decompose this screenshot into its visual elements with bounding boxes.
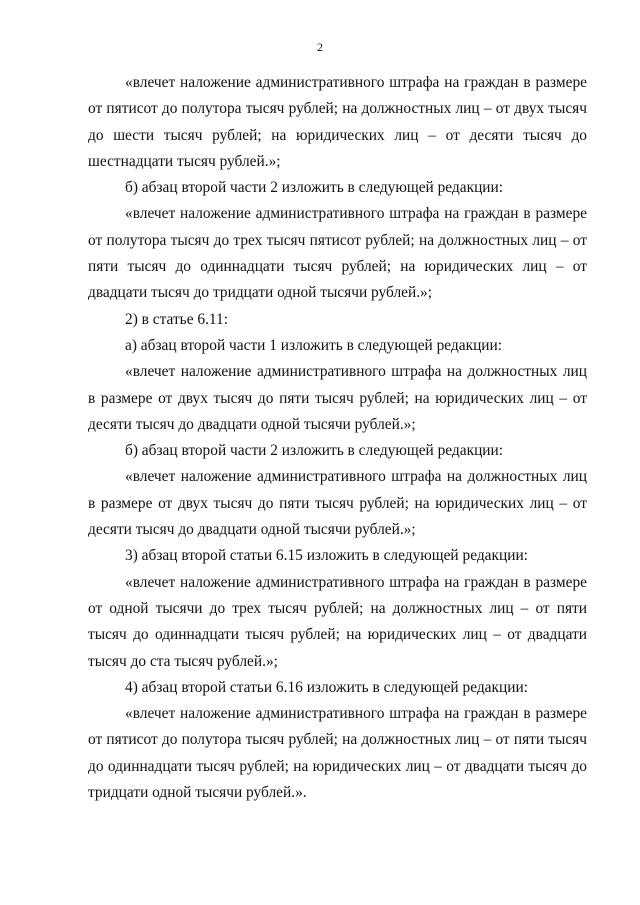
paragraph-amendment-text: «влечет наложение административного штрафа на граждан в размере от пятисот до полутора тысяч рублей; на должностных лиц – от двух тысяч до шести тысяч рублей; на юридических лиц – от десяти тысяч до шестнадцати тысяч рублей.»; bbox=[88, 74, 587, 170]
paragraph-amendment-text: «влечет наложение административного штрафа на граждан в размере от пятисот до полутора тысяч рублей; на должностных лиц – от пяти тысяч до одиннадцати тысяч рублей; на юридических лиц – от двадцати тысяч до тридцати одной тысячи рублей.». bbox=[88, 705, 587, 802]
paragraph-amendment-text: «влечет наложение административного штрафа на должностных лиц в размере от двух тысяч до пяти тысяч рублей; на юридических лиц – от десяти тысяч до двадцати одной тысячи рублей.»; bbox=[88, 363, 587, 433]
paragraph-instruction: 2) в статье 6.11: bbox=[125, 310, 229, 328]
paragraph-instruction: б) абзац второй части 2 изложить в следующей редакции: bbox=[125, 442, 504, 460]
paragraph-amendment-text: «влечет наложение административного штрафа на граждан в размере от полутора тысяч до трех тысяч пятисот рублей; на должностных лиц – от пяти тысяч до одиннадцати тысяч рублей; на юридических лиц – от двадцати тысяч до тридцати одной тысячи рублей.»; bbox=[88, 205, 587, 302]
paragraph-amendment-text: «влечет наложение административного штрафа на должностных лиц в размере от двух тысяч до пяти тысяч рублей; на юридических лиц – от десяти тысяч до двадцати одной тысячи рублей.»; bbox=[88, 468, 587, 539]
document-body bbox=[88, 70, 587, 806]
paragraph-instruction: 4) абзац второй статьи 6.16 изложить в следующей редакции: bbox=[125, 678, 528, 696]
page-number: 2 bbox=[317, 40, 323, 54]
paragraph-amendment-text: «влечет наложение административного штрафа на граждан в размере от одной тысячи до трех тысяч рублей; на должностных лиц – от пяти тысяч до одиннадцати тысяч рублей; на юридических лиц – от двадцати тысяч до ста тысяч рублей.»; bbox=[88, 573, 587, 670]
paragraph-instruction: а) абзац второй части 1 изложить в следующей редакции: bbox=[125, 336, 503, 354]
paragraph-instruction: 3) абзац второй статьи 6.15 изложить в следующей редакции: bbox=[125, 547, 528, 565]
paragraph-instruction: б) абзац второй части 2 изложить в следующей редакции: bbox=[125, 179, 504, 197]
